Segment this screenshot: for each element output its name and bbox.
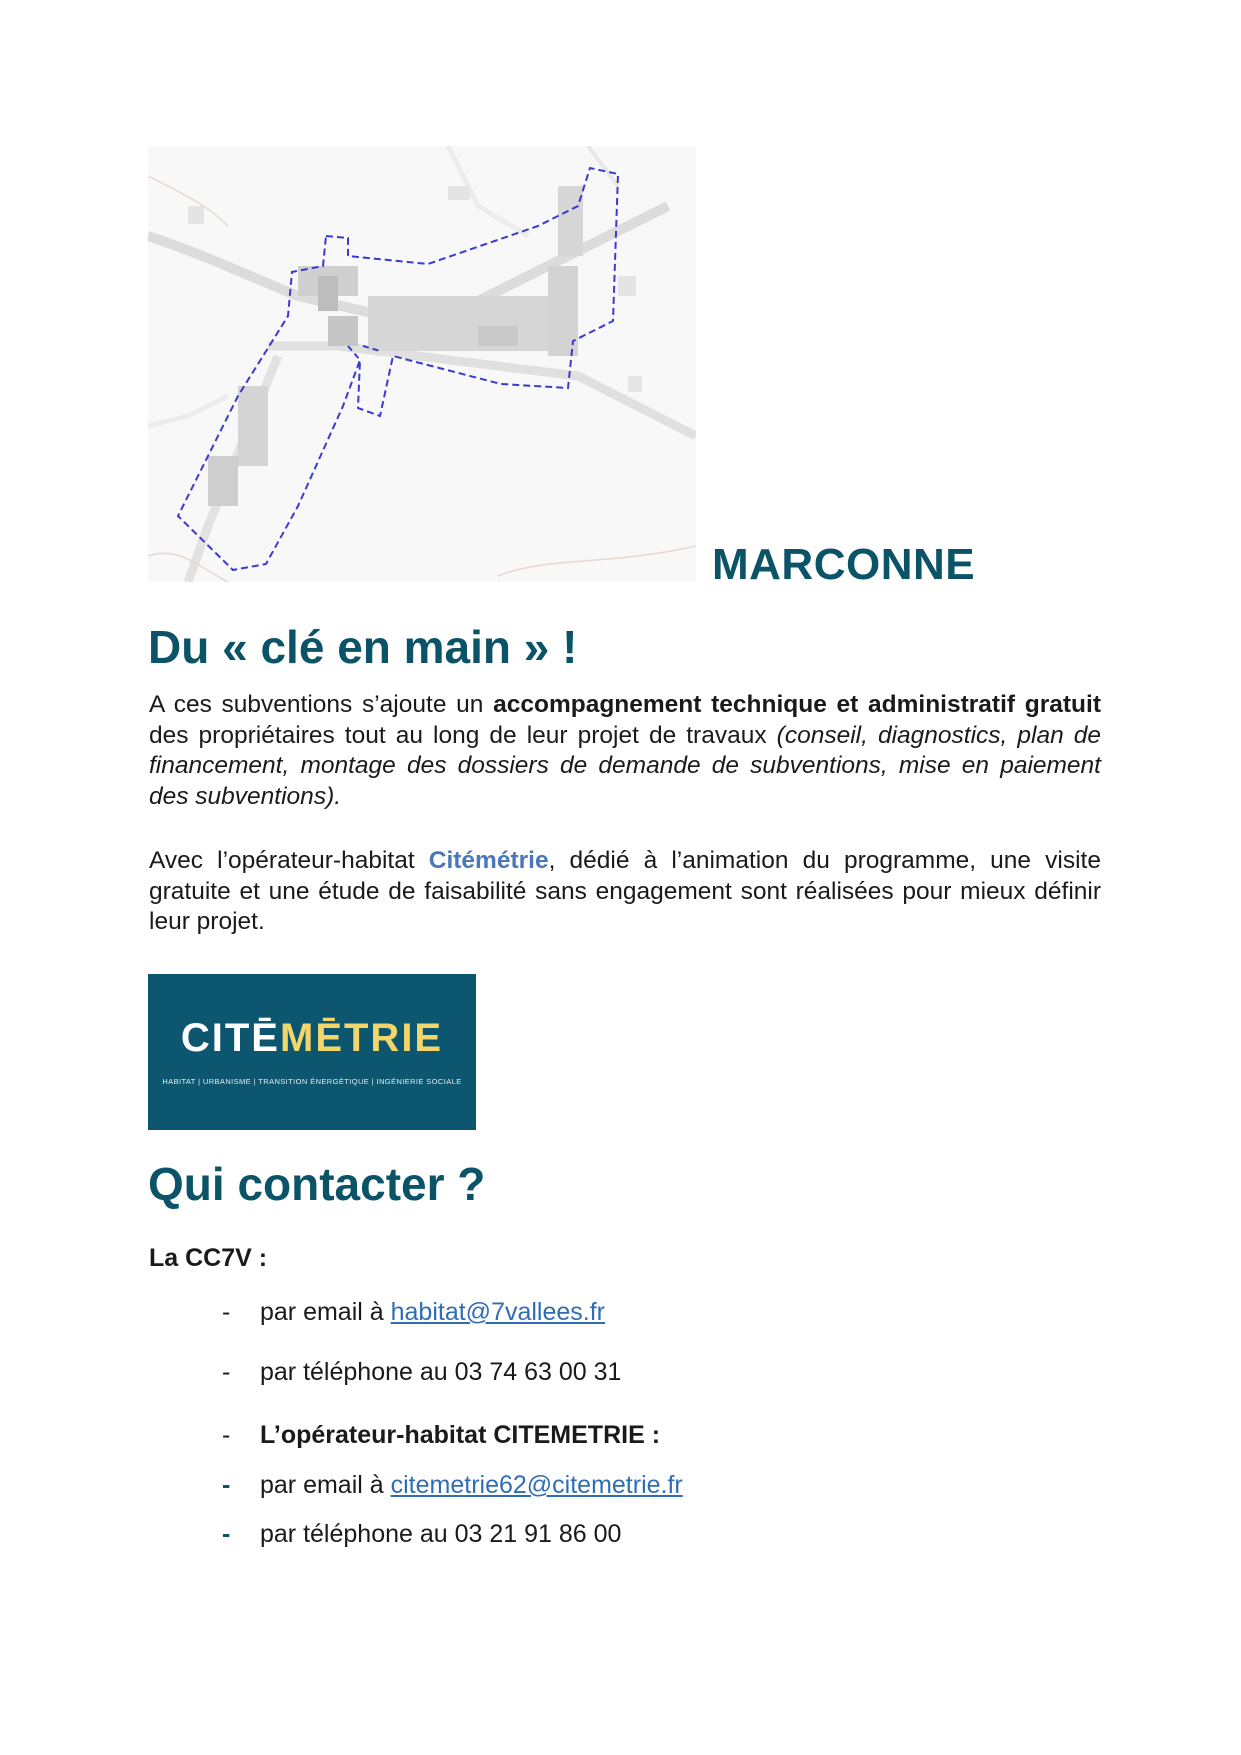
para2-text-b: , dédié à l’animation du programme, une visite gratuite et une étude de faisabilité sans engagement sont réalisées pour mieux définir leur projet. bbox=[149, 847, 1101, 935]
dash-bullet: - bbox=[222, 1421, 231, 1449]
op-email-link[interactable]: citemetrie62@citemetrie.fr bbox=[390, 1471, 683, 1499]
logo-word-yellow: MĒTRIE bbox=[280, 1016, 444, 1060]
section-title-cle-en-main: Du « clé en main » ! bbox=[148, 621, 578, 673]
email-prefix: par email à bbox=[260, 1471, 391, 1499]
dash-bullet: - bbox=[222, 1358, 231, 1386]
dash-bullet: - bbox=[222, 1471, 231, 1499]
operator-label: L’opérateur-habitat CITEMETRIE : bbox=[260, 1421, 661, 1449]
para1-text-a: A ces subventions s’ajoute un bbox=[149, 691, 494, 718]
place-name-marconne: MARCONNE bbox=[712, 540, 976, 589]
paragraph-operateur bbox=[149, 846, 1101, 938]
para1-text-bold: accompagnement technique et administratif gratuit bbox=[493, 691, 1101, 718]
map-graphic bbox=[148, 146, 696, 582]
dash-bullet: - bbox=[222, 1520, 231, 1548]
para1-text-italic: (conseil, diagnostics, plan de financement, montage des dossiers de demande de subventions, mise en paiement des subventions). bbox=[149, 721, 1101, 810]
op-email-line bbox=[260, 1471, 683, 1500]
op-phone-line: par téléphone au 03 21 91 86 00 bbox=[260, 1520, 622, 1548]
cc7v-phone-line: par téléphone au 03 74 63 00 31 bbox=[260, 1358, 622, 1386]
logo-tagline: HABITAT | URBANISME | TRANSITION ÉNERGÉTIQUE | INGÉNIERIE SOCIALE bbox=[162, 1077, 462, 1086]
para2-text-a: Avec l’opérateur-habitat bbox=[149, 847, 429, 874]
section-title-contact: Qui contacter ? bbox=[148, 1158, 486, 1210]
cc7v-email-link[interactable]: habitat@7vallees.fr bbox=[390, 1298, 606, 1326]
email-prefix: par email à bbox=[260, 1298, 391, 1326]
cc7v-email-line bbox=[260, 1298, 605, 1327]
paragraph-accompagnement bbox=[149, 690, 1101, 812]
brand-name: Citémétrie bbox=[428, 847, 549, 874]
para1-text-c: des propriétaires tout au long de leur projet de travaux bbox=[149, 721, 777, 749]
logo-wordmark bbox=[148, 1016, 476, 1061]
cc7v-label: La CC7V : bbox=[149, 1244, 268, 1272]
logo-word-white: CITĒ bbox=[180, 1016, 280, 1060]
dash-bullet: - bbox=[222, 1298, 231, 1326]
perimeter-map bbox=[148, 146, 696, 582]
citemetrie-logo bbox=[148, 974, 476, 1130]
